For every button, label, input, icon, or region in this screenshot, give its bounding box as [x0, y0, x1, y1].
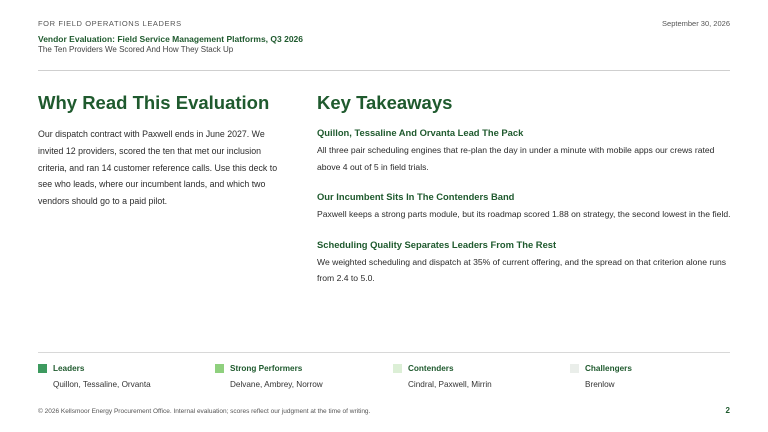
header-divider	[38, 70, 730, 71]
category-legend	[38, 364, 730, 394]
takeaway-body: Paxwell keeps a strong parts module, but its roadmap scored 1.88 on strategy, the second lowest in the field.	[317, 209, 731, 219]
why-read-heading: Why Read This Evaluation	[38, 92, 270, 113]
page-number: 2	[725, 406, 730, 415]
why-read-section	[38, 92, 280, 210]
document-title: Vendor Evaluation: Field Service Management Platforms, Q3 2026	[38, 34, 304, 44]
eyebrow-label: FOR FIELD OPERATIONS LEADERS	[38, 19, 182, 28]
takeaway-body: We weighted scheduling and dispatch at 35% of current offering, and the spread on that criterion alone runs from 2.4 to 5.0.	[317, 256, 727, 283]
why-read-body: Our dispatch contract with Paxwell ends in June 2027. We invited 12 providers, scored the ten that met our inclusion criteria, and ran 14 customer reference calls. Use this deck to see who leads, where our incumbent lands, and which two vendors should go to a paid pilot.	[38, 129, 278, 207]
report-date: September 30, 2026	[662, 19, 730, 28]
document-subtitle: The Ten Providers We Scored And How They Stack Up	[38, 45, 234, 54]
legend-divider	[38, 352, 730, 353]
leaders-swatch	[38, 364, 47, 373]
takeaway-title: Our Incumbent Sits In The Contenders Band	[317, 191, 515, 202]
contenders-swatch	[393, 364, 402, 373]
takeaway-title: Quillon, Tessaline And Orvanta Lead The Pack	[317, 127, 524, 138]
legend-category-members: Quillon, Tessaline, Orvanta	[53, 380, 151, 389]
takeaway-body: All three pair scheduling engines that re-plan the day in under a minute with mobile apps our crews rated above 4 out of 5 in field trials.	[317, 145, 715, 172]
legend-category-members: Brenlow	[585, 380, 615, 389]
legend-item-leaders	[38, 364, 208, 389]
takeaway-item	[317, 190, 732, 223]
legend-item-strong-performers	[215, 364, 385, 389]
legend-category-name: Strong Performers	[230, 364, 303, 373]
footer-copyright: © 2026 Kellsmoor Energy Procurement Office. Internal evaluation; scores reflect our judgment at the time of writing.	[38, 408, 371, 415]
takeaway-title: Scheduling Quality Separates Leaders From The Rest	[317, 238, 557, 250]
legend-category-members: Delvane, Ambrey, Norrow	[230, 380, 323, 389]
legend-category-name: Leaders	[53, 364, 85, 373]
legend-item-contenders	[393, 364, 563, 389]
challengers-swatch	[570, 364, 579, 373]
takeaway-item	[317, 238, 732, 287]
legend-item-challengers	[570, 364, 740, 389]
legend-category-name: Challengers	[585, 364, 632, 373]
legend-category-name: Contenders	[408, 364, 454, 373]
key-takeaways-heading: Key Takeaways	[317, 92, 453, 113]
legend-category-members: Cindral, Paxwell, Mirrin	[408, 380, 492, 389]
key-takeaways-section	[317, 92, 732, 287]
takeaway-item	[317, 126, 732, 175]
strong-performers-swatch	[215, 364, 224, 373]
